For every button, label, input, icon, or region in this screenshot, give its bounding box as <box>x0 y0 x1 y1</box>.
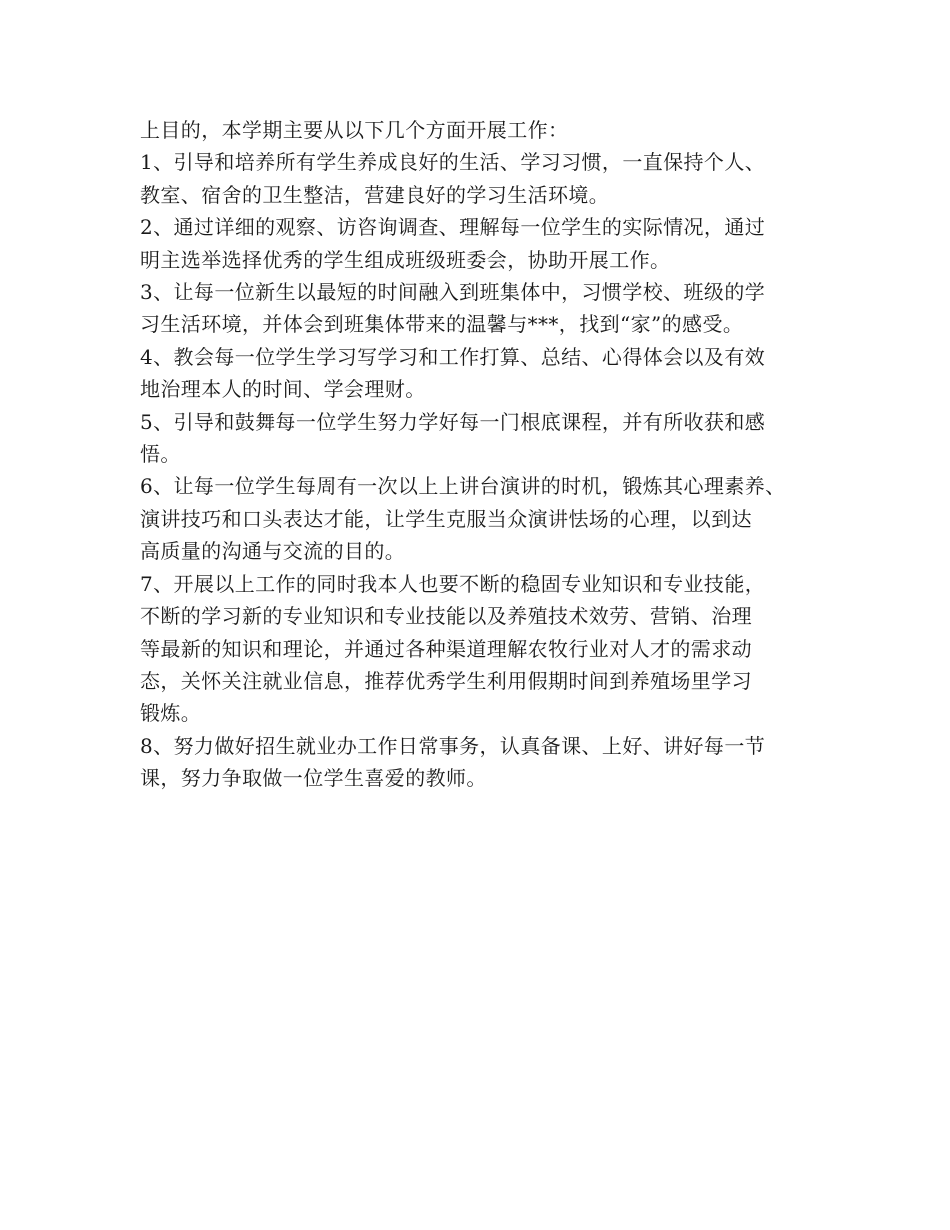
text-line: 6、让每一位学生每周有一次以上上讲台演讲的时机，锻炼其心理素养、 <box>140 474 786 499</box>
text-line: 课，努力争取做一位学生喜爱的教师。 <box>140 766 487 791</box>
text-line: 3、让每一位新生以最短的时间融入到班集体中，习惯学校、班级的学 <box>140 280 766 305</box>
text-line: 2、通过详细的观察、访咨询调查、理解每一位学生的实际情况，通过 <box>140 215 766 240</box>
text-line: 锻炼。 <box>140 701 202 726</box>
text-line: 8、努力做好招生就业办工作日常事务，认真备课、上好、讲好每一节 <box>140 733 766 758</box>
text-line: 态，关怀关注就业信息，推荐优秀学生利用假期时间到养殖场里学习 <box>140 668 752 693</box>
text-line: 上目的，本学期主要从以下几个方面开展工作： <box>140 118 569 142</box>
text-line: 地治理本人的时间、学会理财。 <box>140 377 426 402</box>
text-line: 习生活环境，并体会到班集体带来的温馨与***，找到“家”的感受。 <box>140 312 744 337</box>
document-body <box>140 114 840 795</box>
text-line: 4、教会每一位学生学习写学习和工作打算、总结、心得体会以及有效 <box>140 344 766 369</box>
text-line: 教室、宿舍的卫生整洁，营建良好的学习生活环境。 <box>140 182 610 207</box>
text-line: 演讲技巧和口头表达才能，让学生克服当众演讲怯场的心理，以到达 <box>140 506 752 531</box>
text-line: 7、开展以上工作的同时我本人也要不断的稳固专业知识和专业技能， <box>140 571 766 596</box>
text-line: 不断的学习新的专业知识和专业技能以及养殖技术效劳、营销、治理 <box>140 604 752 629</box>
text-line: 等最新的知识和理论，并通过各种渠道理解农牧行业对人才的需求动 <box>140 636 752 661</box>
text-line: 1、引导和培养所有学生养成良好的生活、学习习惯，一直保持个人、 <box>140 150 766 175</box>
text-line: 高质量的沟通与交流的目的。 <box>140 539 406 564</box>
text-line: 5、引导和鼓舞每一位学生努力学好每一门根底课程，并有所收获和感 <box>140 409 766 434</box>
text-line: 明主选举选择优秀的学生组成班级班委会，协助开展工作。 <box>140 247 671 272</box>
text-line: 悟。 <box>140 442 181 467</box>
